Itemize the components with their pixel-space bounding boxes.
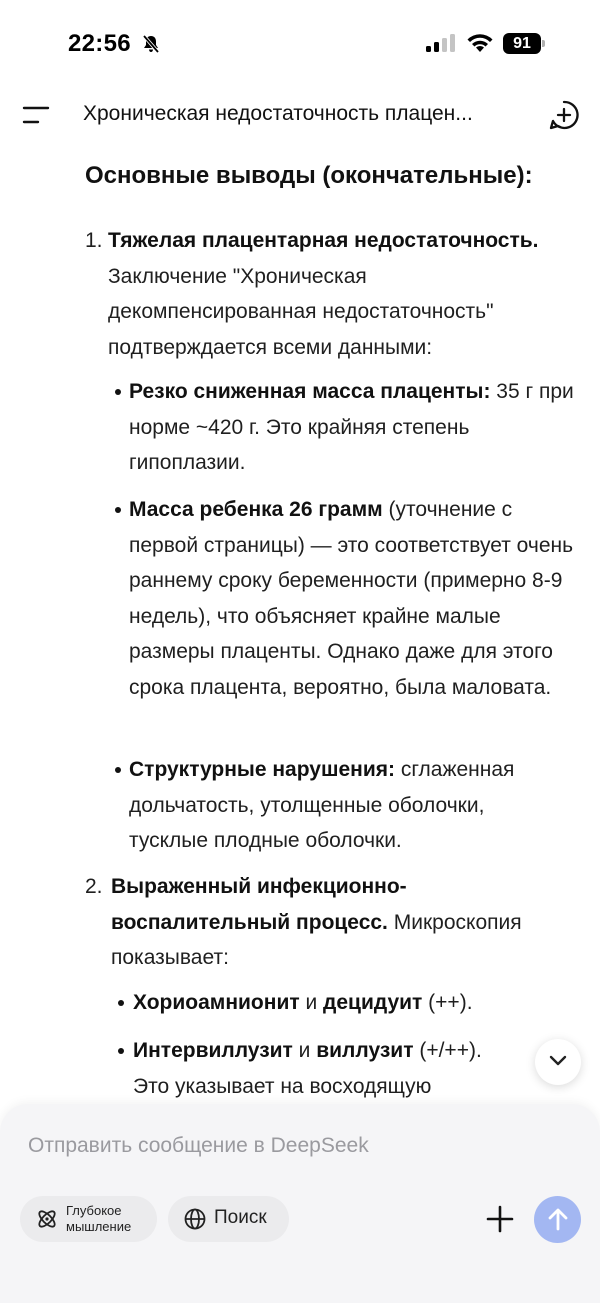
list-item [133, 1033, 523, 1104]
bullet-text: (+/++). Это указывает на восходящую [133, 1039, 482, 1098]
send-arrow-icon [546, 1207, 570, 1232]
bullet-text: и [292, 1039, 317, 1062]
bullet-text: сглаженная дольчатость, утолщенные оболочки, тусклые плодные оболочки. [129, 758, 515, 852]
bullet-bold: Резко сниженная масса плаценты: [129, 380, 491, 403]
bullet-bold: децидуит [323, 991, 423, 1014]
battery-percent: 91 [513, 35, 531, 52]
status-time: 22:56 [68, 30, 131, 57]
wifi-icon [466, 33, 494, 53]
list-item [129, 374, 579, 481]
plus-icon[interactable] [486, 1205, 514, 1233]
globe-icon [184, 1208, 206, 1230]
chevron-down-icon [548, 1054, 568, 1068]
bullet-text: и [299, 991, 324, 1014]
bullet-bold: виллузит [316, 1039, 414, 1062]
search-label: Поиск [214, 1207, 267, 1228]
list-item-text: Заключение "Хроническая декомпенсированная недостаточность" подтверждается всеми данными: [108, 264, 494, 359]
bullet-text: (уточнение с первой страницы) — это соответствует очень раннему сроку беременности (примерно 8-9 недель), что объясняет крайне малые размеры плаценты. Однако даже для этого срока плацента, вероятно, была маловата. [129, 498, 574, 699]
list-item [129, 492, 579, 705]
list-item-title: Выраженный инфекционно-воспалительный процесс. [111, 875, 407, 934]
message-composer [0, 1104, 600, 1303]
status-bar [0, 0, 600, 90]
bullet [115, 767, 121, 773]
chat-header [0, 90, 600, 140]
bullet-bold: Интервиллузит [133, 1039, 293, 1062]
deep-thinking-button[interactable] [20, 1196, 157, 1242]
search-button[interactable] [168, 1196, 289, 1242]
deep-thinking-label-text: Глубокое мышление [66, 1203, 132, 1234]
bullet-bold: Хориоамнионит [133, 991, 300, 1014]
bullet [118, 1000, 124, 1006]
bullet-bold: Структурные нарушения: [129, 758, 395, 781]
bullet [118, 1048, 124, 1054]
new-chat-icon[interactable] [549, 100, 579, 130]
send-button[interactable] [534, 1196, 581, 1243]
deep-thinking-label [66, 1203, 146, 1235]
bullet-text: 35 г при норме ~420 г. Это крайняя степень гипоплазии. [129, 380, 574, 474]
list-number: 1. [85, 229, 103, 252]
chat-title[interactable]: Хроническая недостаточность плацен... [83, 102, 473, 125]
list-item [129, 752, 569, 859]
list-item [108, 223, 578, 365]
scroll-down-button[interactable] [535, 1039, 581, 1085]
atom-icon [36, 1208, 58, 1230]
battery-icon [503, 33, 547, 54]
bullet [115, 389, 121, 395]
battery-cap [542, 40, 545, 47]
list-item [133, 985, 573, 1021]
bell-slash-icon [141, 34, 161, 54]
menu-icon[interactable] [22, 104, 52, 126]
bullet-bold: Масса ребенка 26 грамм [129, 498, 383, 521]
message-content [0, 150, 600, 1110]
list-item-text: Микроскопия показывает: [111, 910, 522, 969]
message-input[interactable] [28, 1130, 548, 1162]
signal-icon [426, 33, 456, 53]
list-number: 2. [85, 875, 103, 898]
section-heading: Основные выводы (окончательные): [85, 162, 533, 189]
list-item-title: Тяжелая плацентарная недостаточность. [108, 229, 539, 252]
bullet [115, 507, 121, 513]
list-item [111, 869, 571, 976]
bullet-text: (++). [422, 991, 473, 1014]
